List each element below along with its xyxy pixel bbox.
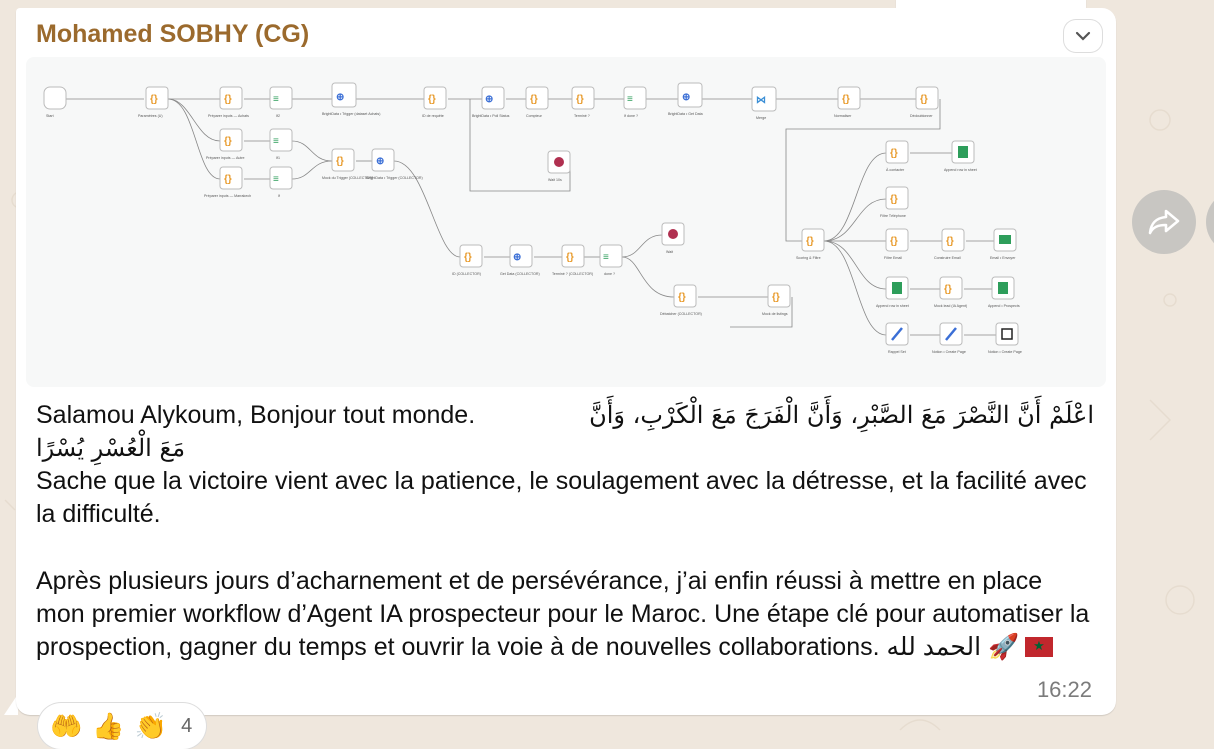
svg-text:≡: ≡ (273, 94, 279, 105)
svg-text:{}: {} (890, 236, 898, 247)
svg-text:{}: {} (890, 148, 898, 159)
message-bubble[interactable] (16, 8, 1116, 715)
reaction-count: 4 (181, 714, 193, 737)
wf-label: BrightData • Trigger (COLLECTOR) (366, 176, 423, 180)
svg-text:{}: {} (842, 94, 850, 105)
morocco-flag-icon (1025, 637, 1053, 657)
svg-text:{}: {} (530, 94, 538, 105)
svg-text:{}: {} (920, 94, 928, 105)
wf-label: BrightData • Poll Status (472, 114, 510, 118)
svg-text:{}: {} (566, 252, 574, 263)
wf-label: Append • Prospects (988, 304, 1020, 308)
wf-label: If done ? (624, 114, 638, 118)
svg-text:⊕: ⊕ (682, 92, 691, 103)
wf-label: Préparer inputs — Autre (206, 156, 245, 160)
wf-label: Filtre Téléphone (880, 214, 906, 218)
wf-label: Email • Envoyer (990, 256, 1016, 260)
wf-label: Préparer inputs — Achats (208, 114, 249, 118)
svg-text:{}: {} (336, 156, 344, 167)
reaction-emoji: 👍 (92, 710, 125, 741)
svg-text:{}: {} (944, 284, 952, 295)
wf-label: ID de requête (422, 114, 444, 118)
wf-label: Terminé ? (COLLECTOR) (552, 272, 594, 276)
wf-label: Filtre Email (884, 256, 902, 260)
wf-label: Notion • Create Page (932, 350, 966, 354)
wf-label: Dédoublonner (910, 114, 933, 118)
rocket-emoji: 🚀 (988, 633, 1020, 661)
wf-label: Préparer inputs — Marrakech (204, 194, 252, 198)
workflow-screenshot-image[interactable] (26, 57, 1106, 387)
wf-label: If2 (276, 114, 280, 118)
wf-label: Normaliser (834, 114, 852, 118)
wf-label: Construire Email (934, 256, 961, 260)
reactions-bar[interactable] (38, 703, 206, 749)
wf-label: Append row in sheet (944, 168, 977, 172)
workflow-node-labels (46, 112, 1022, 354)
svg-text:≡: ≡ (273, 174, 279, 185)
svg-text:{}: {} (150, 94, 158, 105)
wf-label: BrightData • Get Data (668, 112, 703, 116)
wf-label: Compteur (526, 114, 542, 118)
wf-label: done ? (604, 272, 615, 276)
wf-label: Wait 10s (548, 178, 562, 182)
svg-text:{}: {} (224, 136, 232, 147)
message-text (36, 399, 1094, 664)
wf-label: Terminé ? (574, 114, 590, 118)
wf-label: Scoring & Filtre (796, 256, 821, 260)
wf-label: ID (COLLECTOR) (452, 272, 481, 276)
chevron-down-icon (1075, 31, 1091, 41)
svg-text:⊕: ⊕ (376, 156, 385, 167)
wf-label: Merge (756, 116, 767, 120)
message-timestamp: 16:22 (1036, 677, 1092, 702)
wf-label: BrightData • Trigger (dataset Achats) (322, 112, 381, 116)
svg-text:{}: {} (946, 236, 954, 247)
svg-text:≡: ≡ (627, 94, 633, 105)
svg-text:{}: {} (224, 94, 232, 105)
announcement-paragraph (36, 565, 1094, 664)
svg-text:⊕: ⊕ (513, 252, 522, 263)
wf-label: Rappel Set (888, 350, 906, 354)
workflow-nodes (44, 83, 1018, 345)
reaction-emoji: 🤲 (50, 710, 83, 741)
wf-label: Mock de listings (762, 312, 788, 316)
svg-text:{}: {} (678, 292, 686, 303)
svg-text:⊕: ⊕ (485, 94, 494, 105)
forward-icon (1148, 208, 1180, 236)
svg-text:⊕: ⊕ (336, 92, 345, 103)
wf-label: Mock du Trigger (COLLECTOR) (322, 176, 374, 180)
svg-text:{}: {} (428, 94, 436, 105)
sender-name[interactable]: Mohamed SOBHY (CG) (36, 20, 310, 48)
svg-text:{}: {} (772, 292, 780, 303)
svg-text:{}: {} (806, 236, 814, 247)
wf-label: Wait (666, 250, 674, 254)
wf-label: Append row in sheet (876, 304, 909, 308)
wf-label: Get Data (COLLECTOR) (500, 272, 540, 276)
alhamdulillah-text: الحمد لله (886, 633, 982, 661)
message-menu-button[interactable] (1064, 20, 1102, 52)
wf-label: Paramètres (U) (138, 114, 163, 118)
arabic-quote: اعْلَمْ أَنَّ النَّصْرَ مَعَ الصَّبْرِ، وَأَنَّ الْفَرَجَ مَعَ الْكَرْبِ، وَأَنَّ (589, 401, 1094, 429)
arabic-quote-continued: مَعَ الْعُسْرِ يُسْرًا (36, 434, 186, 462)
svg-text:{}: {} (576, 94, 584, 105)
reaction-emoji: 👏 (134, 710, 168, 741)
announcement-text: Après plusieurs jours d’acharnement et de persévérance, j’ai enfin réussi à mettre en place mon premier workflow d’Agent IA prospecteur pour le Maroc. Une étape clé pour automatiser la prospection, gagner du temps et ouvrir la voie à de nouvelles collaborations. (36, 567, 1090, 661)
wf-label: À contacter (886, 168, 905, 172)
svg-text:{}: {} (464, 252, 472, 263)
wf-label: Notion • Create Page (988, 350, 1022, 354)
svg-text:≡: ≡ (603, 252, 609, 263)
workflow-diagram (26, 57, 1106, 387)
wf-label: If (278, 194, 280, 198)
wf-label: If1 (276, 156, 280, 160)
wf-label: Mock lead (IA Agent) (934, 304, 968, 308)
svg-text:{}: {} (890, 194, 898, 205)
greeting-text: Salamou Alykoum, Bonjour tout monde. (36, 401, 476, 429)
translation-paragraph: Sache que la victoire vient avec la patience, le soulagement avec la détresse, et la facilité avec la difficulté. (36, 467, 1087, 528)
forward-button[interactable] (1132, 190, 1196, 254)
svg-text:≡: ≡ (273, 136, 279, 147)
wf-label: Start (46, 114, 54, 118)
svg-text:{}: {} (224, 174, 232, 185)
svg-text:⋈: ⋈ (756, 95, 766, 106)
wf-label: Débatcher (COLLECTOR) (660, 312, 702, 316)
